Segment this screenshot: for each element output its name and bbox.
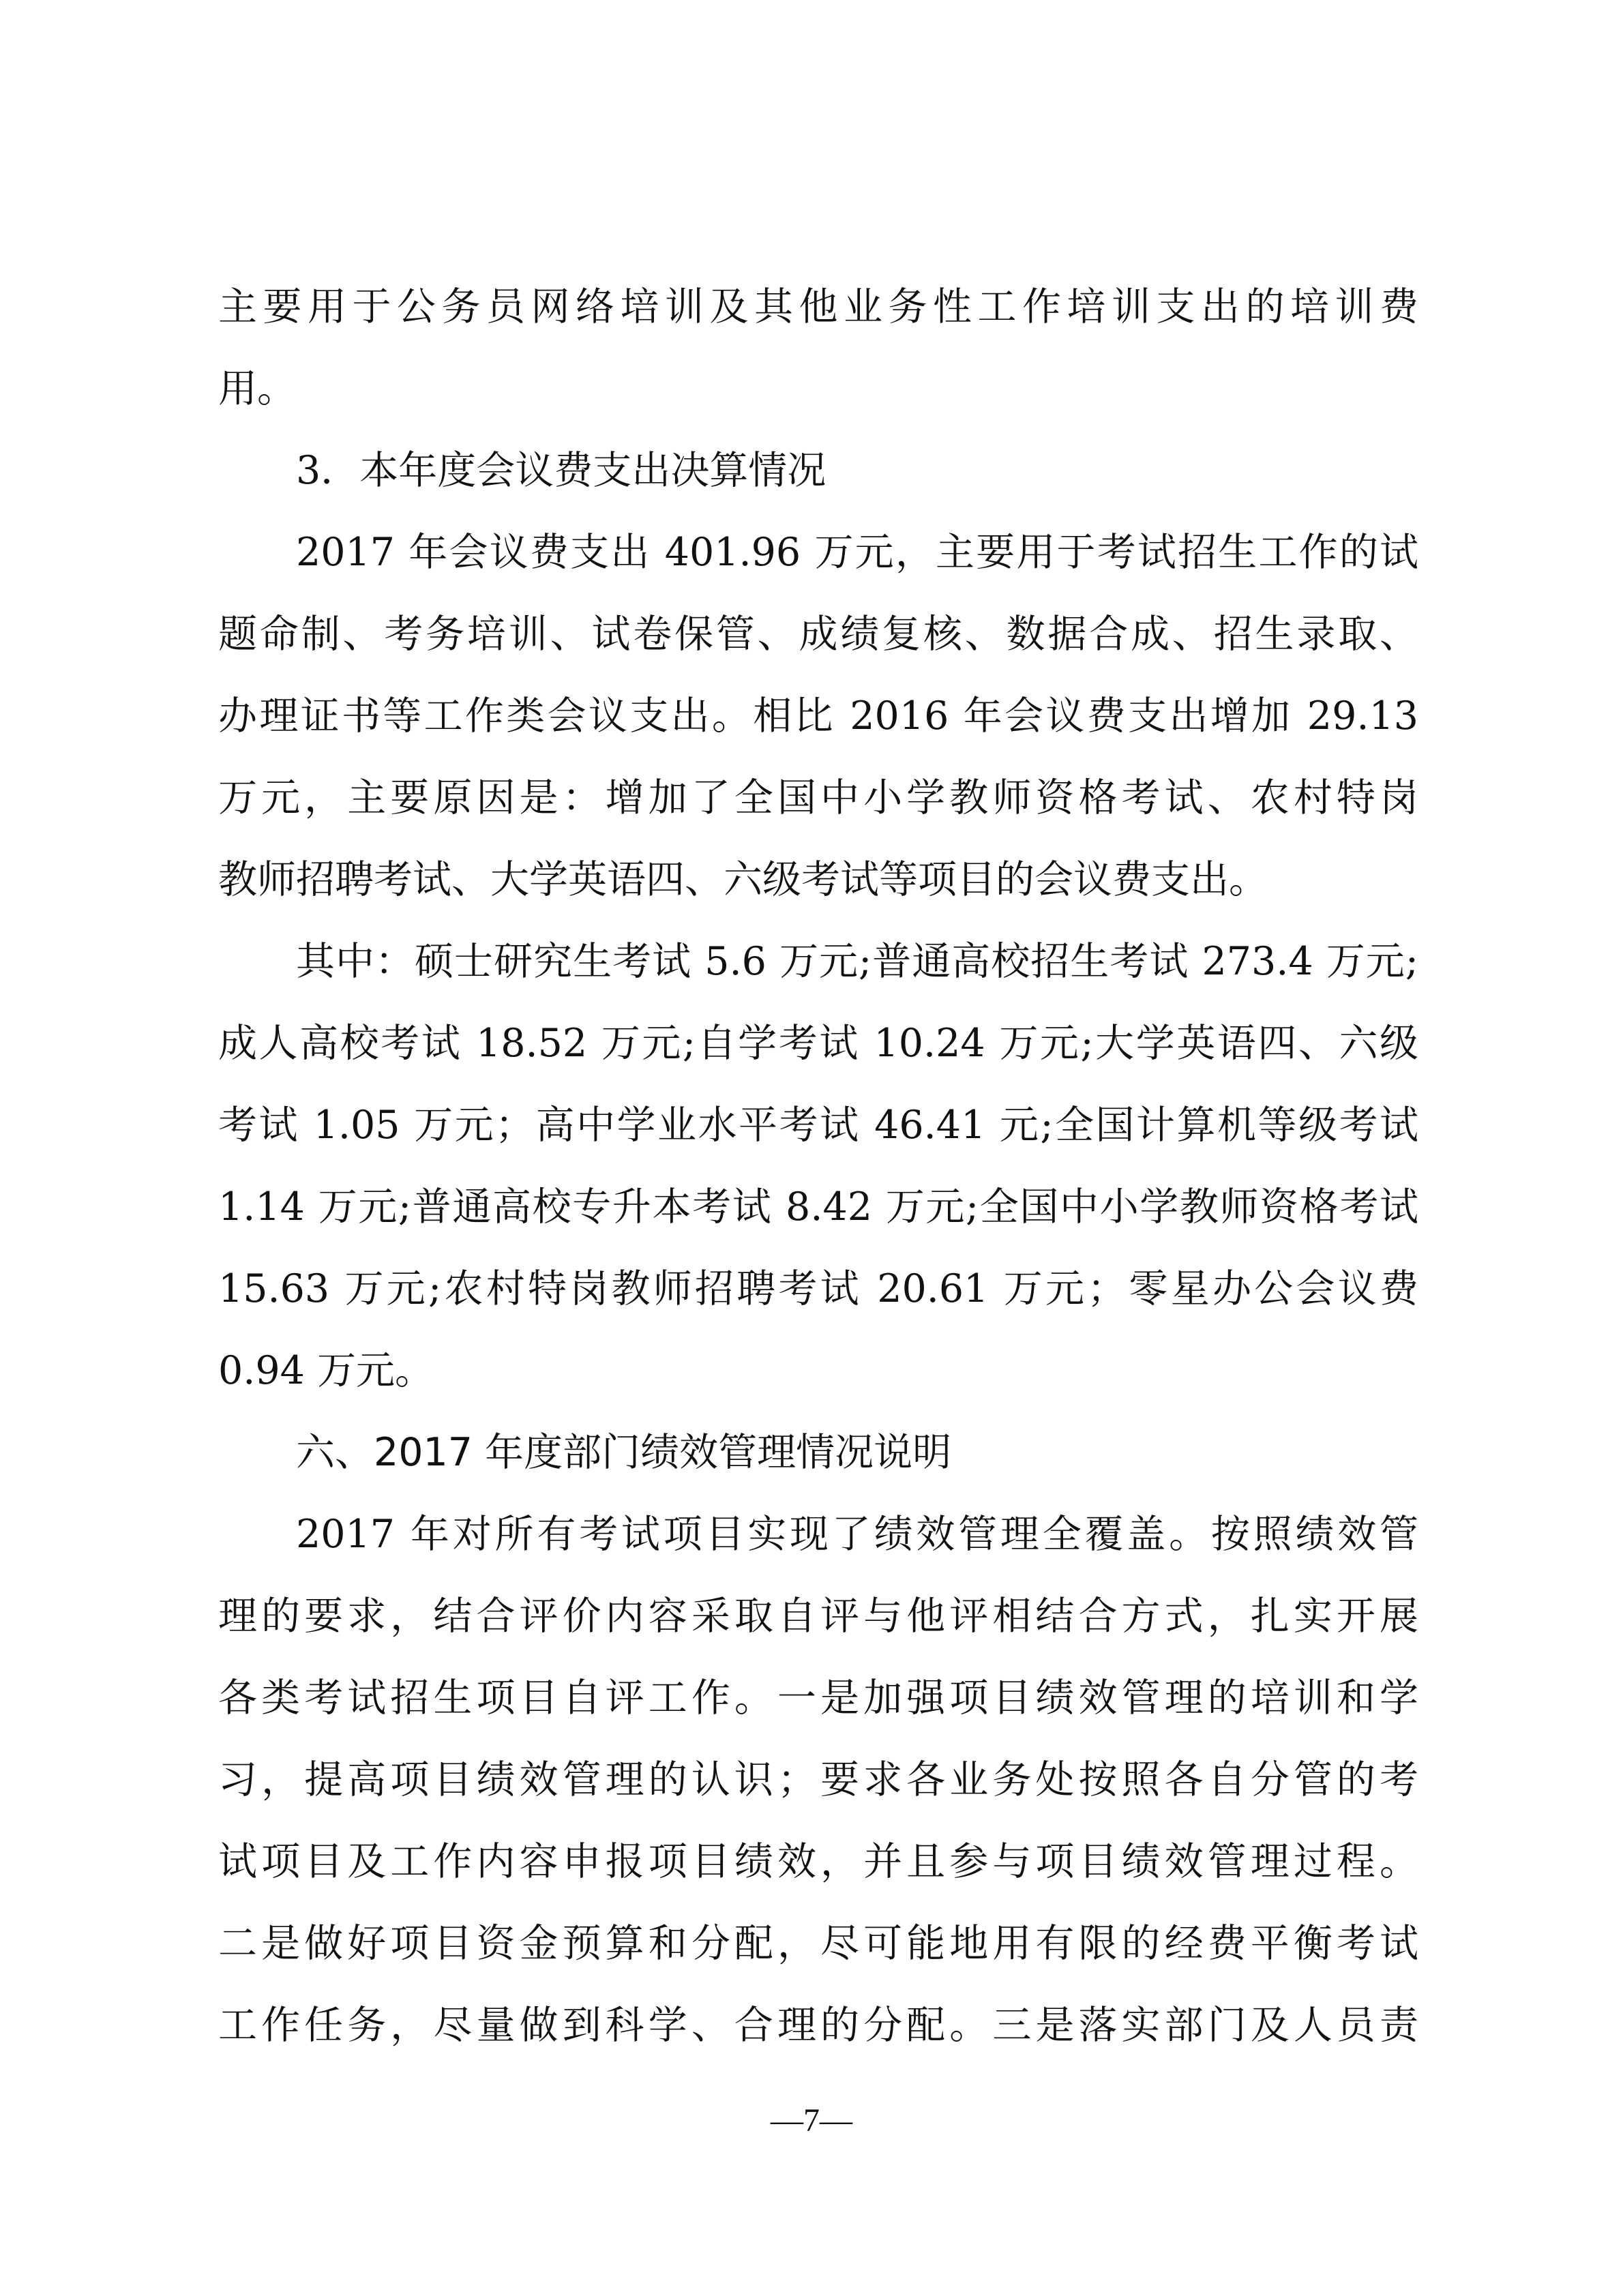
breakdown-paragraph-line-6: 0.94 万元。 bbox=[218, 1348, 434, 1393]
meeting-cost-subheading: 3．本年度会议费支出决算情况 bbox=[296, 448, 827, 493]
breakdown-paragraph-line-4: 1.14 万元;普通高校专升本考试 8.42 万元;全国中小学教师资格考试 bbox=[218, 1184, 1418, 1229]
performance-section-heading: 六、2017 年度部门绩效管理情况说明 bbox=[296, 1430, 952, 1475]
performance-paragraph-line-1: 2017 年对所有考试项目实现了绩效管理全覆盖。按照绩效管 bbox=[296, 1512, 1418, 1557]
performance-paragraph-line-6: 二是做好项目资金预算和分配，尽可能地用有限的经费平衡考试 bbox=[218, 1921, 1418, 1966]
performance-paragraph-line-4: 习，提高项目绩效管理的认识；要求各业务处按照各自分管的考 bbox=[218, 1757, 1418, 1802]
breakdown-paragraph-line-5: 15.63 万元;农村特岗教师招聘考试 20.61 万元；零星办公会议费 bbox=[218, 1266, 1418, 1311]
performance-paragraph-line-2: 理的要求，结合评价内容采取自评与他评相结合方式，扎实开展 bbox=[218, 1594, 1418, 1639]
meeting-paragraph-line-1: 2017 年会议费支出 401.96 万元，主要用于考试招生工作的试 bbox=[296, 530, 1418, 575]
performance-paragraph-line-7: 工作任务，尽量做到科学、合理的分配。三是落实部门及人员责 bbox=[218, 2003, 1418, 2048]
performance-paragraph-line-5: 试项目及工作内容申报项目绩效，并且参与项目绩效管理过程。 bbox=[218, 1839, 1418, 1884]
training-paragraph-line-1: 主要用于公务员网络培训及其他业务性工作培训支出的培训费 bbox=[218, 284, 1418, 329]
breakdown-paragraph-line-3: 考试 1.05 万元；高中学业水平考试 46.41 元;全国计算机等级考试 bbox=[218, 1103, 1418, 1148]
breakdown-paragraph-line-1: 其中：硕士研究生考试 5.6 万元;普通高校招生考试 273.4 万元; bbox=[296, 939, 1418, 984]
performance-paragraph-line-3: 各类考试招生项目自评工作。一是加强项目绩效管理的培训和学 bbox=[218, 1675, 1418, 1720]
breakdown-paragraph-line-2: 成人高校考试 18.52 万元;自学考试 10.24 万元;大学英语四、六级 bbox=[218, 1021, 1418, 1066]
meeting-paragraph-line-3: 办理证书等工作类会议支出。相比 2016 年会议费支出增加 29.13 bbox=[218, 694, 1418, 739]
meeting-paragraph-line-4: 万元，主要原因是：增加了全国中小学教师资格考试、农村特岗 bbox=[218, 775, 1418, 820]
training-paragraph-line-2: 用。 bbox=[218, 366, 296, 411]
meeting-paragraph-line-5: 教师招聘考试、大学英语四、六级考试等项目的会议费支出。 bbox=[218, 857, 1268, 902]
page-number: —7— bbox=[771, 2102, 852, 2138]
meeting-paragraph-line-2: 题命制、考务培训、试卷保管、成绩复核、数据合成、招生录取、 bbox=[218, 612, 1418, 657]
